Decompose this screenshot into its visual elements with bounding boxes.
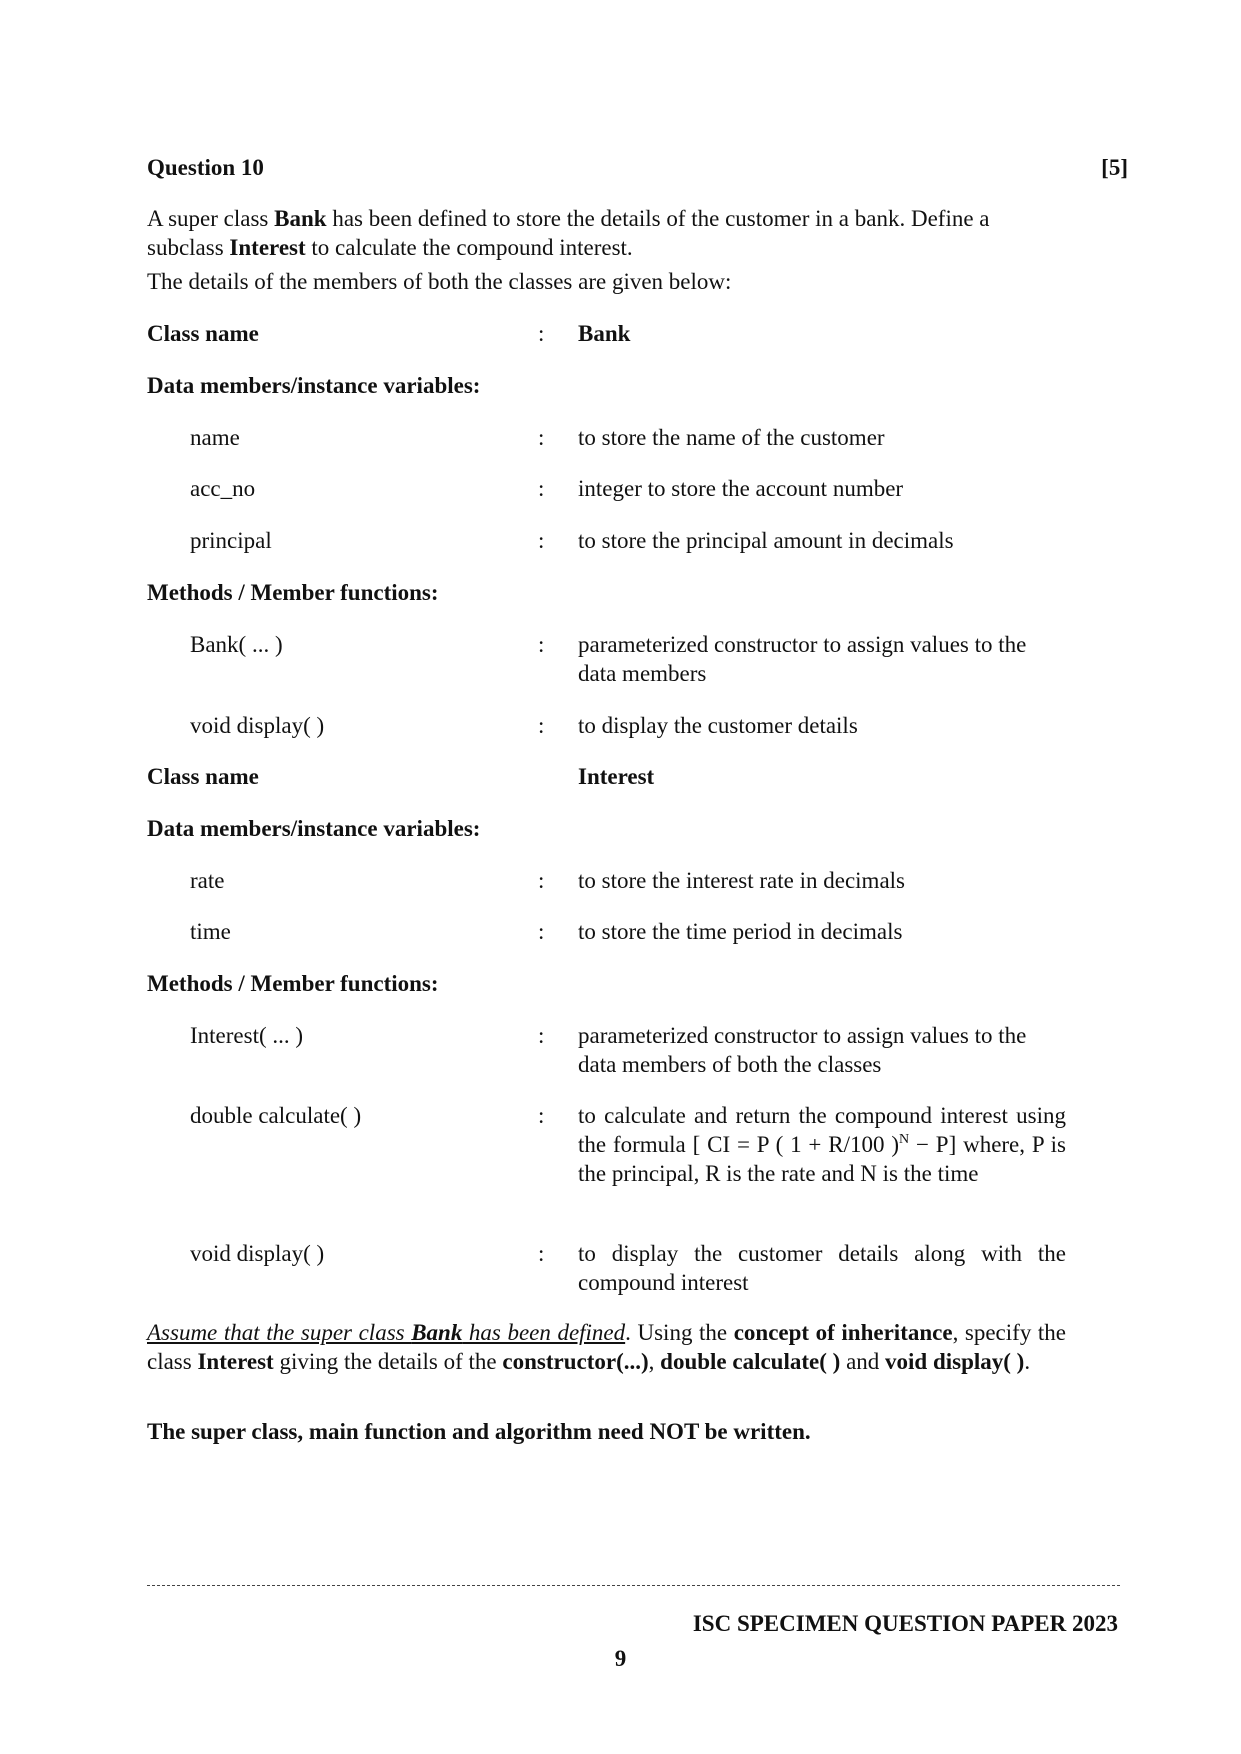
formula-exponent: N (898, 1132, 910, 1147)
member-term-principal: principal (190, 528, 272, 553)
interest-class-label: Class name (147, 764, 259, 789)
interest-data-heading: Data members/instance variables: (147, 816, 481, 841)
method-desc-calculate: to calculate and return the compound interest using the formula [ CI = P ( 1 + R/100 )$^N$ − P] where, P is the principal, R is the rate and N is the time (578, 1103, 1066, 1186)
member-term-time: time (190, 919, 231, 944)
method-term-interest-display: void display( ) (190, 1241, 325, 1266)
member-desc-acc-no: integer to store the account number (578, 476, 904, 501)
colon: : (538, 1023, 545, 1048)
colon: : (538, 1103, 545, 1128)
method-desc-interest-ctor: parameterized constructor to assign values to the data members of both the classes (578, 1023, 1027, 1077)
interest-methods-heading: Methods / Member functions: (147, 971, 439, 996)
colon: : (538, 713, 545, 738)
method-term-calculate: double calculate( ) (190, 1103, 362, 1128)
method-desc-interest-display: to display the customer details along with the compound interest (578, 1241, 1066, 1295)
footer-title: ISC SPECIMEN QUESTION PAPER 2023 (692, 1611, 1118, 1636)
bank-class-label: Class name (147, 321, 259, 346)
intro-bank: Bank (274, 206, 327, 231)
colon: : (538, 1241, 545, 1266)
colon: : (538, 425, 545, 450)
footer-divider (147, 1585, 1120, 1586)
member-desc-rate: to store the interest rate in decimals (578, 868, 905, 893)
colon: : (538, 919, 545, 944)
instruction-paragraph: Assume that the super class Bank has been defined. Using the concept of inheritance, specify the class Interest giving the details of the constructor(...), double calculate( ) and void display( ). (147, 1320, 1066, 1374)
member-desc-name: to store the name of the customer (578, 425, 885, 450)
note-text: The super class, main function and algorithm need NOT be written. (147, 1419, 811, 1444)
question-marks: [5] (1101, 155, 1128, 180)
member-desc-time: to store the time period in decimals (578, 919, 903, 944)
intro-interest: Interest (229, 235, 306, 260)
bank-data-heading: Data members/instance variables: (147, 373, 481, 398)
member-term-acc-no: acc_no (190, 476, 256, 501)
colon: : (538, 868, 545, 893)
page-number: 9 (614, 1646, 627, 1671)
method-desc-bank-display: to display the customer details (578, 713, 858, 738)
colon: : (538, 528, 545, 553)
bank-class-name: Bank (578, 321, 631, 346)
colon: : (538, 632, 545, 657)
member-term-rate: rate (190, 868, 225, 893)
method-term-bank-ctor: Bank( ... ) (190, 632, 283, 657)
method-term-bank-display: void display( ) (190, 713, 325, 738)
bank-methods-heading: Methods / Member functions: (147, 580, 439, 605)
method-term-interest-ctor: Interest( ... ) (190, 1023, 304, 1048)
colon: : (538, 476, 545, 501)
method-desc-bank-ctor: parameterized constructor to assign values to the data members (578, 632, 1027, 686)
question-title: Question 10 (147, 155, 264, 180)
colon: : (538, 321, 545, 346)
intro-paragraph: A super class Bank has been defined to store the details of the customer in a bank. Define a subclass Interest to calculate the compound interest. (147, 206, 990, 260)
member-desc-principal: to store the principal amount in decimals (578, 528, 954, 553)
intro-line3: The details of the members of both the classes are given below: (147, 269, 732, 294)
interest-class-name: Interest (578, 764, 655, 789)
member-term-name: name (190, 425, 240, 450)
